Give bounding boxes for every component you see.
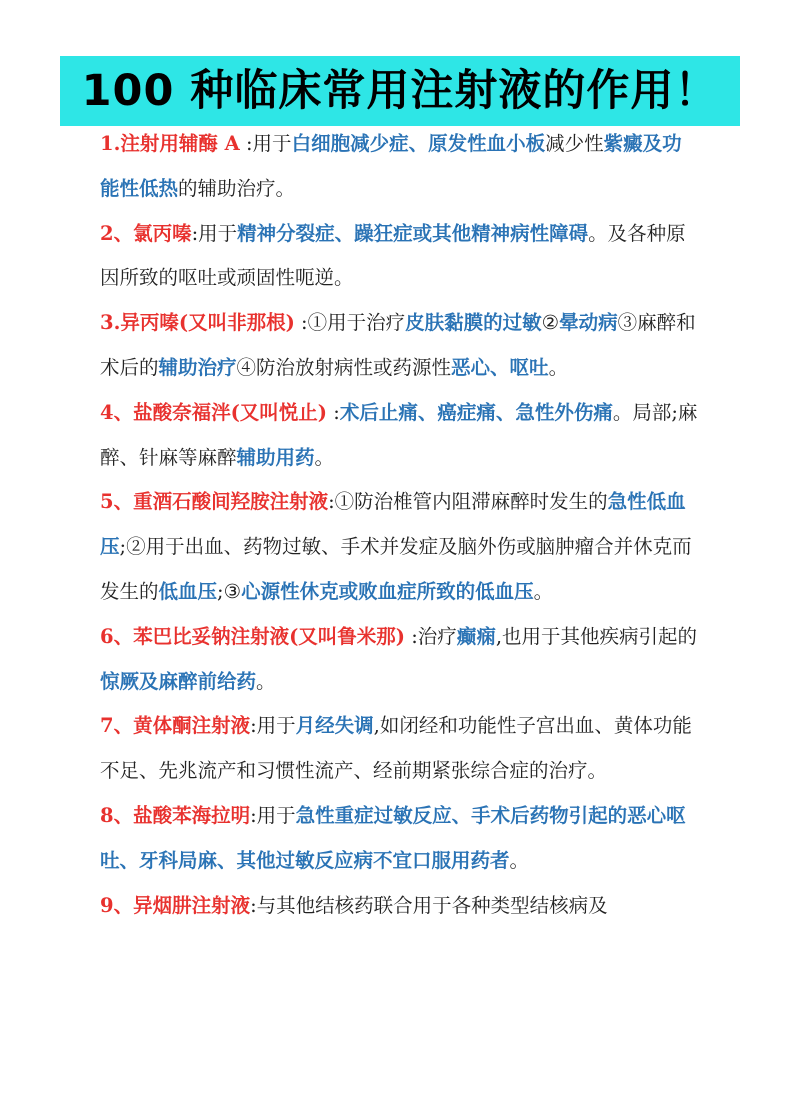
body-text: 。及各种原因所致的呕吐或顽固性呃逆。 [100, 221, 686, 290]
highlight-text: 辅助用药 [236, 445, 315, 469]
highlight-text: 恶心、呕吐 [451, 355, 549, 379]
drug-name: 6、苯巴比妥钠注射液(又叫鲁米那) [100, 624, 406, 648]
body-text: 。 [256, 669, 276, 693]
highlight-text: 惊厥及麻醉前给药 [100, 669, 257, 693]
highlight-text: 癫痫 [456, 624, 496, 648]
body-text: :用于 [250, 714, 296, 738]
entry-3 [100, 301, 700, 391]
body-text: :用于 [250, 803, 296, 827]
entry-2 [100, 212, 700, 302]
drug-name: 9、异烟肼注射液 [100, 893, 251, 917]
drug-name: 3.异丙嗪(又叫非那根) [100, 311, 295, 335]
entry-6 [100, 615, 700, 705]
body-text: :用于 [239, 132, 292, 155]
entry-1 [100, 122, 700, 212]
highlight-text: 低血压 [158, 579, 218, 603]
body-text: :与其他结核药联合用于各种类型结核病及 [250, 893, 608, 917]
body-text: 减少性 [545, 132, 604, 155]
drug-name: 5、重酒石酸间羟胺注射液 [100, 490, 329, 514]
highlight-text: 精神分裂症、躁狂症或其他精神病性障碍 [237, 221, 589, 245]
body-text: ③麻醉和术后的 [100, 311, 696, 379]
body-text: 。 [509, 848, 530, 872]
body-text: : [327, 400, 340, 424]
drug-name: 8、盐酸苯海拉明 [100, 803, 251, 827]
drug-name: 4、盐酸奈福泮(又叫悦止) [100, 400, 328, 424]
body-text: ,如闭经和功能性子宫出血、黄体功能不足、先兆流产和习惯性流产、经前期紧张综合症的治疗。 [100, 714, 692, 783]
body-text: ② [541, 311, 560, 335]
highlight-text: 白细胞减少症、原发性血小板 [291, 132, 546, 155]
entry-8 [100, 794, 700, 884]
body-text: ;②用于出血、药物过敏、手术并发症及脑外伤或脑肿瘤合并休克而发生的 [100, 535, 692, 603]
drug-name: 2、氯丙嗪 [100, 221, 192, 245]
highlight-text: 术后止痛、癌症痛、急性外伤痛 [339, 400, 613, 424]
body-text: 。 [314, 445, 335, 469]
entry-4 [100, 391, 700, 481]
title-banner [0, 56, 800, 126]
highlight-text: 紫癜及功能性低热 [100, 132, 682, 200]
entry-7 [100, 704, 700, 794]
body-text: ④防治放射病性或药源性 [236, 355, 452, 379]
body-text: :治疗 [405, 624, 457, 648]
highlight-text: 心源性休克或败血症所致的低血压 [241, 579, 534, 603]
page-title: 100 种临床常用注射液的作用！ [60, 56, 741, 126]
drug-name: 1.注射用辅酶 A [100, 132, 240, 155]
body-text: :①防治椎管内阻滞麻醉时发生的 [328, 490, 608, 514]
drug-name: 7、黄体酮注射液 [100, 714, 251, 738]
body-text: 。 [548, 355, 569, 379]
body-text: ;③ [217, 579, 242, 603]
entry-9 [100, 884, 700, 929]
body-text: :①用于治疗 [294, 311, 406, 335]
highlight-text: 皮肤黏膜的过敏 [405, 311, 542, 335]
body-text: :用于 [191, 221, 238, 245]
body-text: ,也用于其他疾病引起的 [495, 624, 698, 648]
highlight-text: 急性低血压 [100, 490, 686, 559]
highlight-text: 急性重症过敏反应、手术后药物引起的恶心呕吐、牙科局麻、其他过敏反应病不宜口服用药者 [100, 803, 686, 872]
body-text: 。 [533, 579, 554, 603]
highlight-text: 晕动病 [559, 311, 618, 335]
highlight-text: 月经失调 [295, 714, 374, 738]
entry-list [100, 122, 700, 928]
body-text: 。局部;麻醉、针麻等麻醉 [100, 400, 698, 469]
entry-5 [100, 480, 700, 614]
body-text: 的辅助治疗。 [178, 176, 296, 200]
highlight-text: 辅助治疗 [158, 355, 237, 379]
